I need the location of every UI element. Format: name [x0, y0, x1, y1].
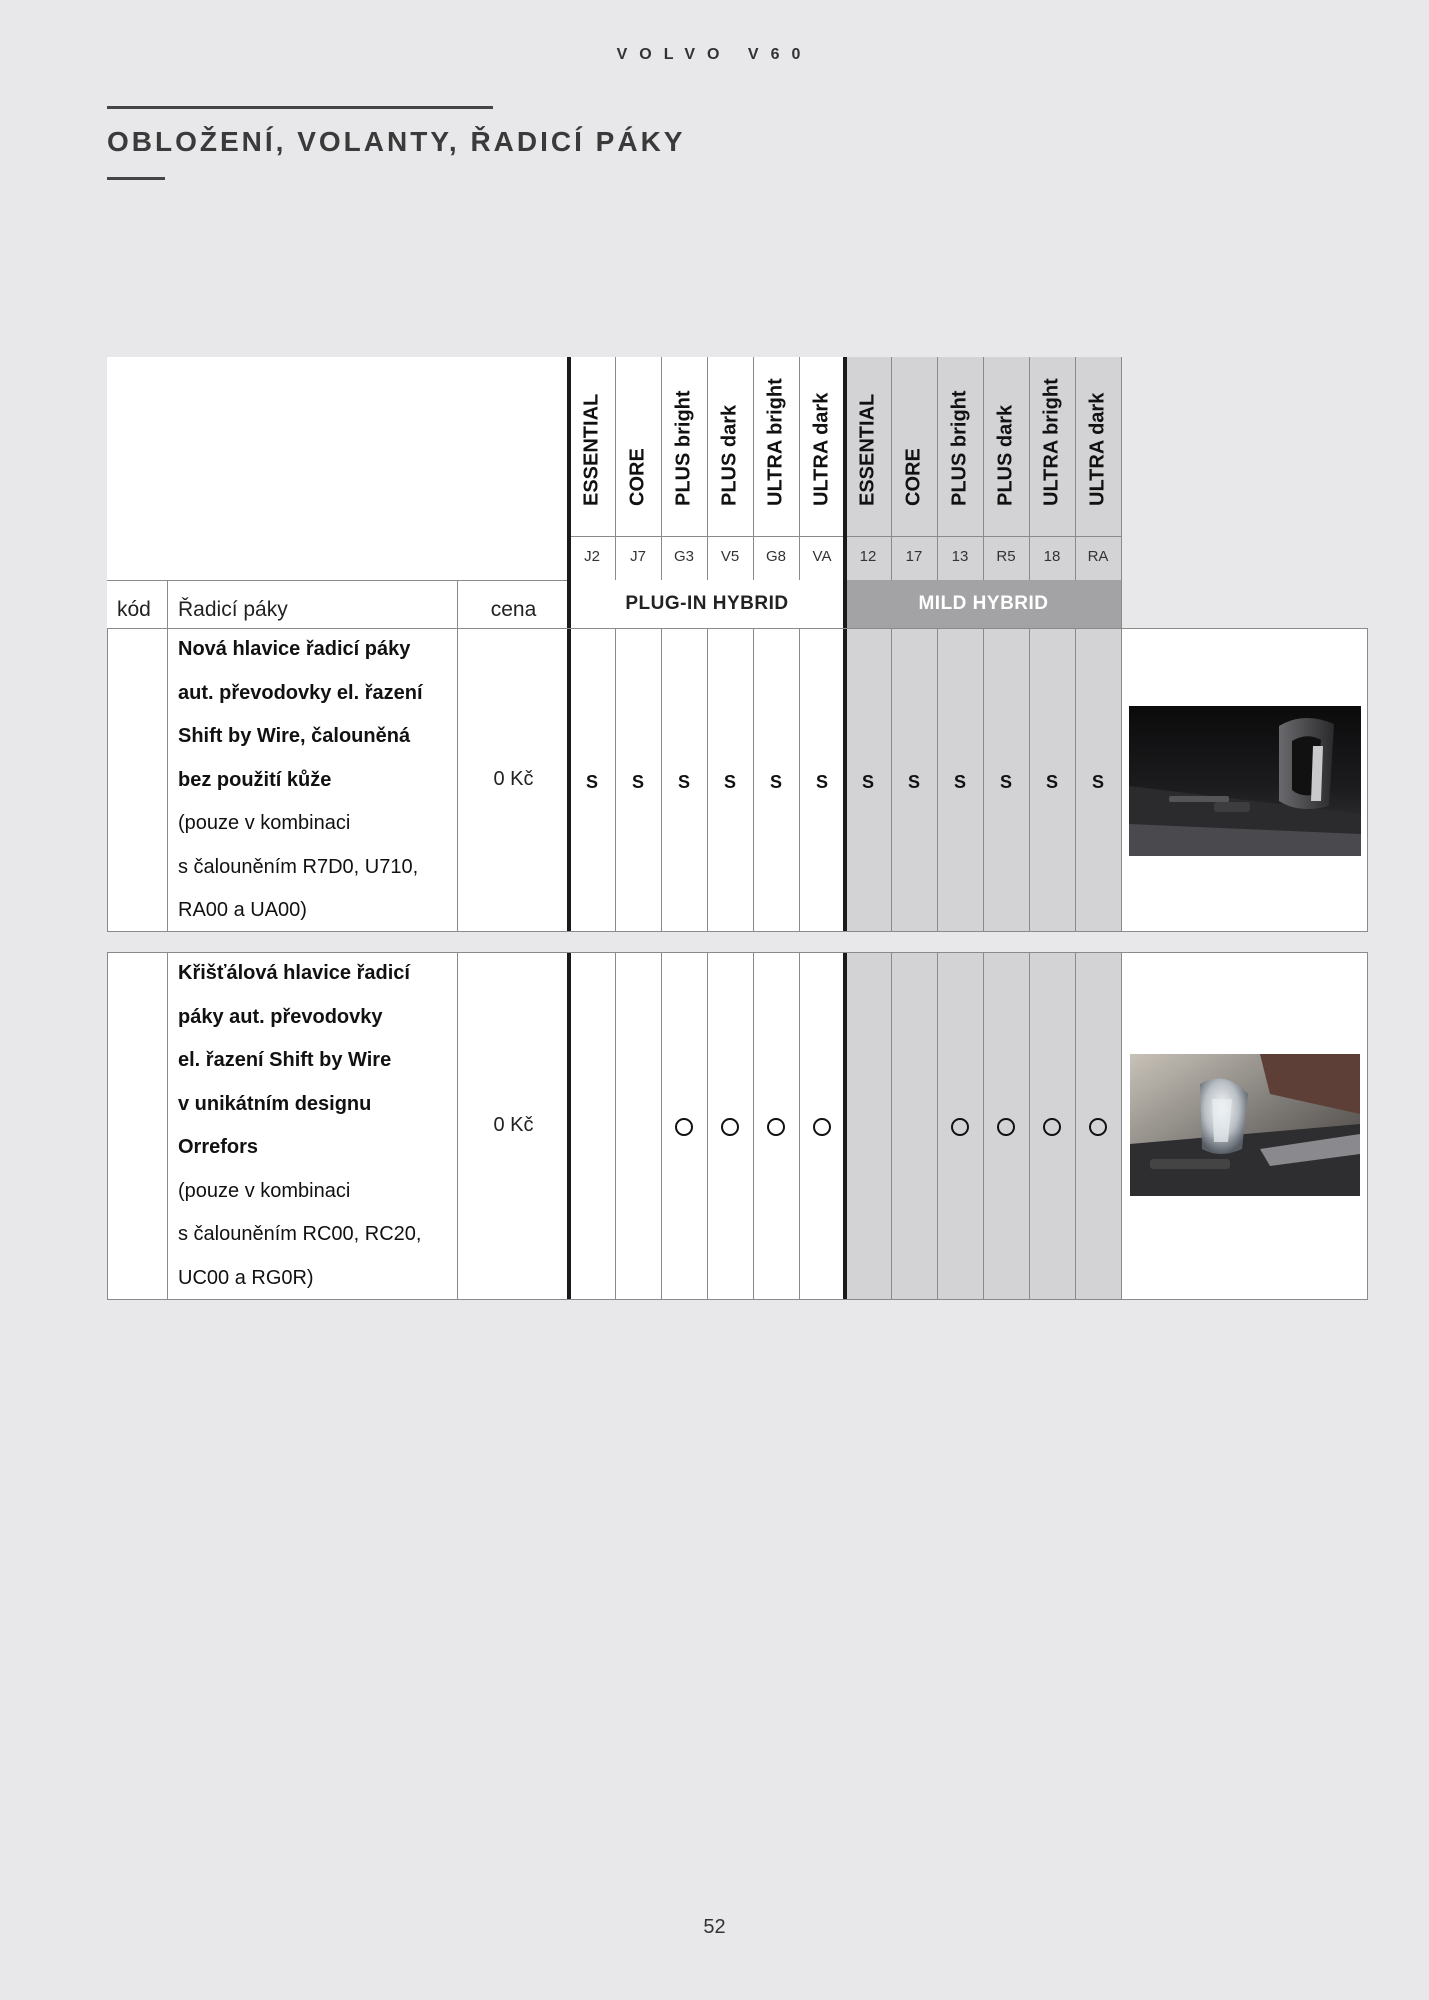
row-1-note-line: RA00 a UA00)	[178, 899, 307, 921]
row-2-price: 0 Kč	[493, 1114, 534, 1136]
row-col-divider	[891, 952, 892, 1299]
tier-name: ESSENTIAL	[856, 393, 879, 506]
row-1-description	[178, 628, 458, 933]
header-col-divider	[891, 357, 892, 580]
standard-mark: S	[907, 772, 920, 792]
row-2-title-line: Orrefors	[178, 1136, 259, 1158]
row-1-title-line: Shift by Wire, čalouněná	[178, 725, 411, 747]
tier-code: 13	[951, 548, 969, 565]
standard-mark: S	[723, 772, 736, 792]
standard-mark: S	[953, 772, 966, 792]
row-col-divider	[1121, 952, 1122, 1299]
row-2-note-line: UC00 a RG0R)	[178, 1266, 314, 1289]
standard-mark: S	[585, 772, 598, 792]
circle-icon	[1043, 1118, 1061, 1136]
header-col-divider	[1075, 357, 1076, 580]
tier-name: CORE	[626, 448, 649, 506]
header-col-divider	[615, 357, 616, 580]
standard-mark: S	[1091, 772, 1104, 792]
tier-code: J7	[630, 548, 646, 565]
standard-mark: S	[1045, 772, 1058, 792]
tier-code: RA	[1087, 548, 1109, 565]
tier-name: ULTRA bright	[764, 378, 787, 506]
header-name-divider	[457, 580, 458, 628]
tier-header	[1029, 357, 1075, 533]
group-label: PLUG-IN HYBRID	[625, 593, 789, 614]
option-circle-icon	[1029, 1118, 1075, 1136]
tier-code: G8	[765, 548, 786, 565]
row-col-divider	[1121, 628, 1122, 931]
col-header-name: Řadicí páky	[178, 598, 288, 621]
page-title: OBLOŽENÍ, VOLANTY, ŘADICÍ PÁKY	[107, 126, 686, 157]
row-2-title-line: páky aut. převodovky	[178, 1005, 383, 1028]
circle-icon	[767, 1118, 785, 1136]
col-header-code: kód	[117, 598, 151, 621]
tier-header	[1075, 357, 1121, 533]
title-rule-top	[107, 106, 493, 109]
tier-code: J2	[584, 548, 600, 565]
tier-header	[753, 357, 799, 533]
tier-header	[615, 357, 661, 533]
header-col-divider	[661, 357, 662, 580]
circle-icon	[721, 1118, 739, 1136]
option-circle-icon	[707, 1118, 753, 1136]
tier-header	[937, 357, 983, 533]
tier-name: PLUS bright	[672, 390, 695, 506]
tier-name: ULTRA dark	[810, 392, 833, 506]
standard-mark: S	[815, 772, 828, 792]
tier-name: ESSENTIAL	[580, 393, 603, 506]
header-code-divider	[167, 580, 168, 628]
tier-code: 12	[859, 548, 877, 565]
group-divider-thick	[843, 357, 847, 931]
header-col-divider	[1029, 357, 1030, 580]
tier-header	[845, 357, 891, 533]
tier-header	[983, 357, 1029, 533]
tier-name: PLUS bright	[948, 390, 971, 506]
dark-gear-selector-photo	[1129, 706, 1361, 856]
standard-mark: S	[769, 772, 782, 792]
circle-icon	[675, 1118, 693, 1136]
row-right-border	[1367, 952, 1368, 1299]
col-header-price: cena	[490, 598, 537, 621]
circle-icon	[997, 1118, 1015, 1136]
standard-mark: S	[999, 772, 1012, 792]
row-code-divider	[167, 952, 168, 1299]
tier-code: R5	[996, 548, 1016, 565]
header-col-divider	[753, 357, 754, 580]
header-col-divider	[937, 357, 938, 580]
crystal-gear-selector-photo	[1130, 1054, 1360, 1196]
row-2-note-line: s čalouněním RC00, RC20,	[178, 1223, 422, 1245]
row-left-border	[107, 952, 108, 1299]
row-1-note-line: (pouze v kombinaci	[178, 812, 351, 834]
tier-code: VA	[812, 548, 832, 565]
tier-name: ULTRA bright	[1040, 378, 1063, 506]
title-rule-bottom	[107, 177, 165, 180]
tier-code: V5	[720, 548, 740, 565]
option-circle-icon	[983, 1118, 1029, 1136]
header-col-divider	[799, 357, 800, 580]
row-col-divider	[615, 952, 616, 1299]
row-1-title-line: Nová hlavice řadicí páky	[178, 638, 411, 660]
row-left-border	[107, 628, 108, 931]
page-number: 52	[703, 1916, 726, 1938]
row-2-title-line: v unikátním designu	[178, 1092, 372, 1115]
tier-header	[707, 357, 753, 533]
header-right-edge	[1121, 357, 1122, 628]
option-circle-icon	[1075, 1118, 1121, 1136]
row-2-note-line: (pouze v kombinaci	[178, 1179, 351, 1202]
tier-name: ULTRA dark	[1086, 392, 1109, 506]
circle-icon	[813, 1118, 831, 1136]
standard-mark: S	[631, 772, 644, 792]
standard-mark: S	[677, 772, 690, 792]
option-circle-icon	[937, 1118, 983, 1136]
option-circle-icon	[753, 1118, 799, 1136]
group-mild-hybrid	[845, 580, 1122, 628]
header-row-divider	[107, 580, 569, 581]
tier-header	[661, 357, 707, 533]
tier-header	[891, 357, 937, 533]
circle-icon	[951, 1118, 969, 1136]
row-code-divider	[167, 628, 168, 931]
row-2-title-line: el. řazení Shift by Wire	[178, 1049, 392, 1071]
row-1-title-line: bez použití kůže	[178, 768, 332, 791]
row-2-title-line: Křišťálová hlavice řadicí	[178, 962, 410, 984]
group-label: MILD HYBRID	[918, 593, 1049, 614]
tier-name: PLUS dark	[994, 404, 1017, 506]
row-1-note-line: s čalouněním R7D0, U710,	[178, 855, 419, 878]
option-circle-icon	[799, 1118, 845, 1136]
tier-header	[799, 357, 845, 533]
tier-header	[569, 357, 615, 533]
row-1-price: 0 Kč	[493, 768, 534, 790]
tier-code: 18	[1043, 548, 1061, 565]
header-col-divider	[983, 357, 984, 580]
row-2-description	[178, 952, 458, 1300]
row-right-border	[1367, 628, 1368, 931]
header-col-divider	[707, 357, 708, 580]
tier-name: CORE	[902, 448, 925, 506]
tier-code: G3	[673, 548, 694, 565]
standard-mark: S	[861, 772, 874, 792]
tier-code: 17	[905, 548, 923, 565]
group-divider-thick	[567, 357, 571, 931]
circle-icon	[1089, 1118, 1107, 1136]
option-circle-icon	[661, 1118, 707, 1136]
group-plug-in-hybrid	[569, 580, 845, 628]
brand-header: VOLVO V60	[616, 46, 813, 63]
row-1-title-line: aut. převodovky el. řazení	[178, 681, 423, 704]
tier-name: PLUS dark	[718, 404, 741, 506]
